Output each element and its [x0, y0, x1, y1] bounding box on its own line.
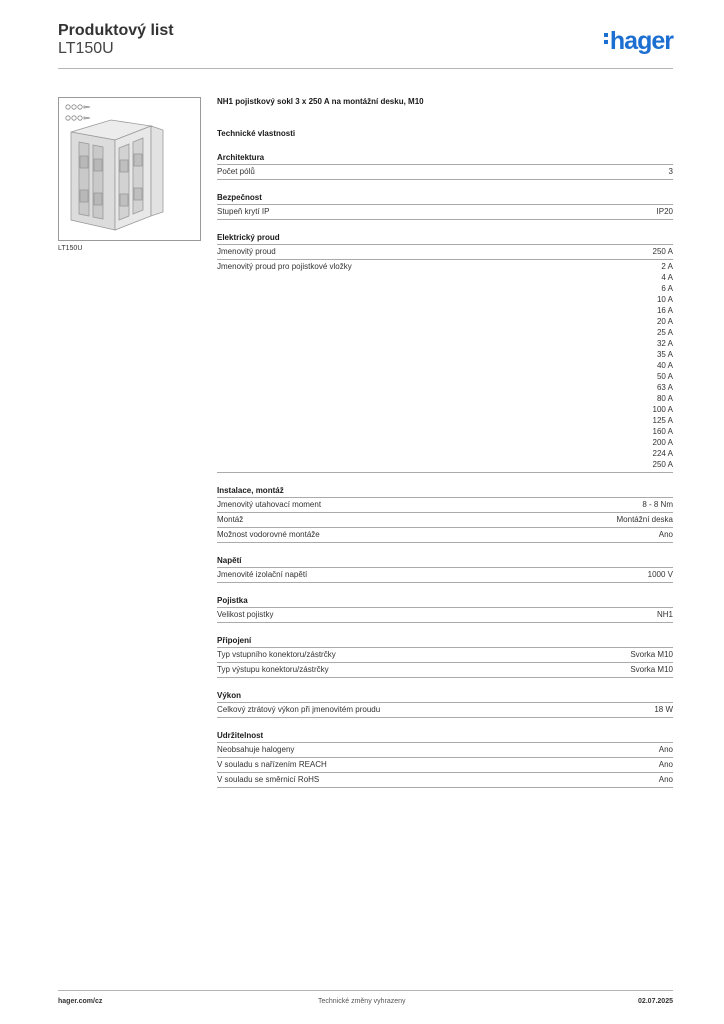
spec-row — [217, 648, 673, 663]
spec-value: 1000 V — [647, 570, 673, 579]
spec-value: 160 A — [652, 427, 673, 436]
spec-row — [217, 513, 673, 528]
spec-value: IP20 — [656, 207, 673, 216]
spec-label: Velikost pojistky — [217, 610, 274, 619]
spec-value: Svorka M10 — [630, 650, 673, 659]
hager-logo — [604, 28, 673, 54]
logo-text: hager — [609, 27, 673, 55]
spec-label: Možnost vodorovné montáže — [217, 530, 320, 539]
spec-value: 100 A — [652, 405, 673, 414]
spec-section-title: Výkon — [217, 690, 673, 703]
spec-section — [217, 555, 673, 583]
spec-value-list — [653, 261, 673, 470]
spec-value: 250 A — [652, 460, 673, 469]
spec-row — [217, 528, 673, 543]
spec-section-title: Architektura — [217, 152, 673, 165]
spec-value: Svorka M10 — [630, 665, 673, 674]
spec-row — [217, 568, 673, 583]
spec-value: Ano — [658, 760, 673, 769]
spec-label: Typ vstupního konektoru/zástrčky — [217, 650, 336, 659]
spec-value: 35 A — [656, 350, 673, 359]
spec-section — [217, 232, 673, 473]
document-title: Produktový list — [58, 22, 174, 39]
spec-row — [217, 205, 673, 220]
spec-label: Počet pólů — [217, 167, 255, 176]
product-image-caption: LT150U — [58, 245, 83, 252]
spec-value: 2 A — [661, 262, 673, 271]
spec-label: Jmenovitý proud — [217, 247, 276, 256]
document-header — [58, 20, 673, 70]
spec-label: Celkový ztrátový výkon při jmenovitém proudu — [217, 705, 381, 714]
spec-value: Montážní deska — [616, 515, 673, 524]
spec-section — [217, 152, 673, 180]
spec-section-title: Připojení — [217, 635, 673, 648]
spec-value: 20 A — [656, 317, 673, 326]
spec-section — [217, 192, 673, 220]
spec-section — [217, 635, 673, 678]
spec-value: 224 A — [652, 449, 673, 458]
spec-row — [217, 498, 673, 513]
spec-sections — [217, 152, 673, 788]
footer-date: 02.07.2025 — [637, 998, 673, 1005]
spec-value: Ano — [658, 745, 673, 754]
spec-value: Ano — [658, 775, 673, 784]
footer-divider — [58, 990, 673, 991]
spec-value: 18 W — [654, 705, 673, 714]
spec-label: Jmenovité izolační napětí — [217, 570, 308, 579]
footer-website: hager.com/cz — [58, 998, 103, 1005]
logo-mark-icon — [604, 33, 608, 44]
spec-value: 200 A — [652, 438, 673, 447]
spec-row — [217, 773, 673, 788]
spec-row — [217, 245, 673, 260]
spec-label: V souladu s nařízením REACH — [217, 760, 327, 769]
spec-section-title: Bezpečnost — [217, 192, 673, 205]
tech-properties-heading: Technické vlastnosti — [217, 129, 296, 138]
spec-row — [217, 758, 673, 773]
spec-section-title: Napětí — [217, 555, 673, 568]
spec-section-title: Elektrický proud — [217, 232, 673, 245]
spec-label: Neobsahuje halogeny — [217, 745, 295, 754]
spec-section-title: Pojistka — [217, 595, 673, 608]
spec-label: Montáž — [217, 515, 244, 524]
spec-value: NH1 — [656, 610, 673, 619]
spec-label: Jmenovitý proud pro pojistkové vložky — [217, 262, 352, 271]
product-description: NH1 pojistkový sokl 3 x 250 A na montážní desku, M10 — [217, 97, 424, 106]
spec-section-title: Udržitelnost — [217, 730, 673, 743]
spec-value: 125 A — [652, 416, 673, 425]
spec-section — [217, 595, 673, 623]
spec-value: 8 - 8 Nm — [642, 500, 673, 509]
fuse-base-product-image-icon — [59, 98, 200, 240]
footer-disclaimer: Technické změny vyhrazeny — [318, 998, 406, 1005]
spec-value: 6 A — [661, 284, 673, 293]
spec-row — [217, 743, 673, 758]
spec-section — [217, 730, 673, 788]
spec-content — [217, 96, 673, 788]
spec-value: 25 A — [656, 328, 673, 337]
header-divider — [58, 68, 673, 69]
spec-value: 3 — [668, 167, 673, 176]
spec-value: 4 A — [661, 273, 673, 282]
spec-value: 250 A — [652, 247, 673, 256]
spec-row — [217, 260, 673, 473]
spec-section — [217, 485, 673, 543]
spec-label: Jmenovitý utahovací moment — [217, 500, 322, 509]
spec-value: 32 A — [656, 339, 673, 348]
spec-value: 80 A — [656, 394, 673, 403]
spec-row — [217, 703, 673, 718]
spec-value: 63 A — [656, 383, 673, 392]
spec-label: Stupeň krytí IP — [217, 207, 270, 216]
spec-value: 10 A — [656, 295, 673, 304]
product-image — [58, 97, 201, 241]
spec-value: Ano — [658, 530, 673, 539]
spec-section — [217, 690, 673, 718]
spec-label: V souladu se směrnicí RoHS — [217, 775, 320, 784]
spec-label: Typ výstupu konektoru/zástrčky — [217, 665, 329, 674]
spec-row — [217, 165, 673, 180]
spec-row — [217, 608, 673, 623]
spec-value: 16 A — [656, 306, 673, 315]
spec-section-title: Instalace, montáž — [217, 485, 673, 498]
product-code: LT150U — [58, 40, 114, 57]
spec-value: 50 A — [656, 372, 673, 381]
spec-row — [217, 663, 673, 678]
spec-value: 40 A — [656, 361, 673, 370]
